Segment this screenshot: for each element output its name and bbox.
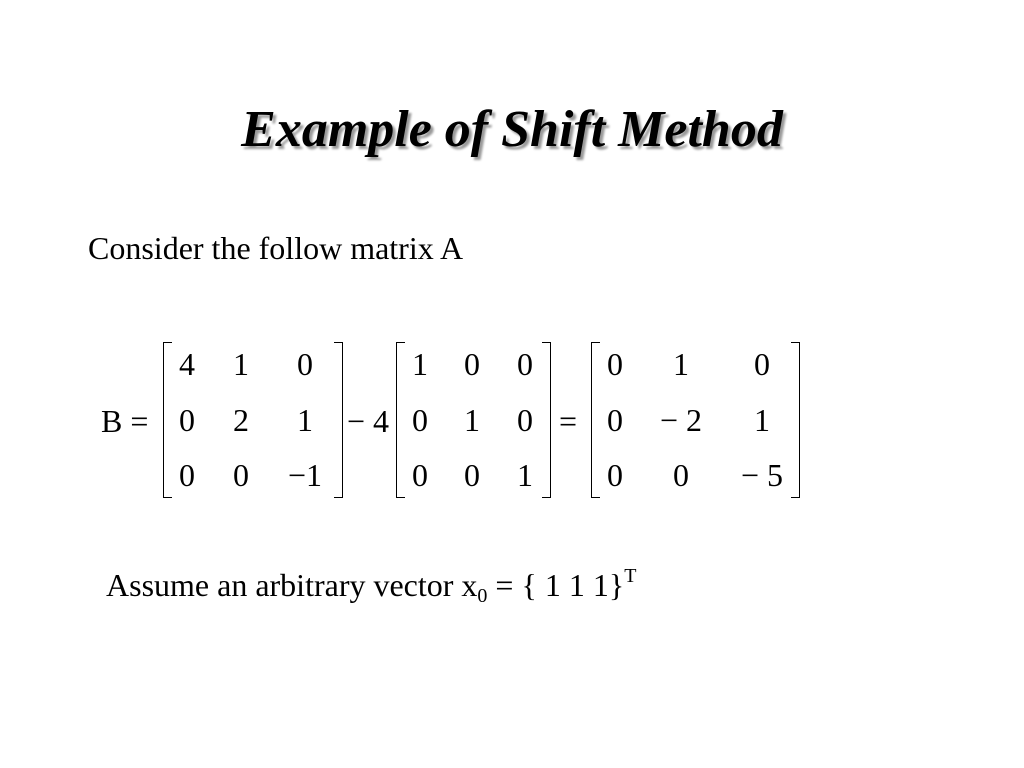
intro-text: Consider the follow matrix A <box>88 230 464 266</box>
result-cell-r3c2: 0 <box>673 457 689 493</box>
identity-cell-r1c3: 0 <box>517 346 533 382</box>
identity-cell-r2c1: 0 <box>412 402 428 438</box>
result-cell-r1c1: 0 <box>607 346 623 382</box>
result-cell-r3c1: 0 <box>607 457 623 493</box>
identity-cell-r2c3: 0 <box>517 402 533 438</box>
result-cell-r2c2: − 2 <box>659 402 703 438</box>
result-cell-r1c2: 1 <box>673 346 689 382</box>
matrix-a-cell-r3c3: −1 <box>287 457 323 493</box>
matrix-a-cell-r3c2: 0 <box>233 457 249 493</box>
matrix-a-cell-r2c2: 2 <box>233 402 249 438</box>
matrix-a-right-bracket <box>334 342 343 498</box>
matrix-a <box>163 342 343 498</box>
result-cell-r1c3: 0 <box>754 346 770 382</box>
result-matrix <box>591 342 800 498</box>
matrix-a-cell-r2c3: 1 <box>297 402 313 438</box>
matrix-a-cell-r3c1: 0 <box>179 457 195 493</box>
vector-subscript: 0 <box>477 585 488 607</box>
identity-cell-r3c1: 0 <box>412 457 428 493</box>
assumption-suffix: = { 1 1 1} <box>487 567 625 603</box>
matrix-a-cell-r2c1: 0 <box>179 402 195 438</box>
identity-cell-r2c2: 1 <box>464 402 480 438</box>
identity-cell-r3c2: 0 <box>464 457 480 493</box>
assumption-text <box>106 565 636 608</box>
transpose-superscript: T <box>624 565 637 587</box>
matrix-a-cell-r1c3: 0 <box>297 346 313 382</box>
assumption-prefix: Assume an arbitrary vector x <box>106 567 478 603</box>
identity-right-bracket <box>542 342 551 498</box>
result-right-bracket <box>791 342 800 498</box>
minus-four-operator: − 4 <box>347 403 390 439</box>
identity-cell-r3c3: 1 <box>517 457 533 493</box>
result-cell-r3c3: − 5 <box>740 457 784 493</box>
matrix-a-cell-r1c2: 1 <box>233 346 249 382</box>
identity-cell-r1c1: 1 <box>412 346 428 382</box>
identity-matrix <box>396 342 551 498</box>
identity-left-bracket <box>396 342 405 498</box>
matrix-a-cell-r1c1: 4 <box>179 346 195 382</box>
slide-title: Example of Shift Method <box>241 101 783 158</box>
result-left-bracket <box>591 342 600 498</box>
matrix-a-left-bracket <box>163 342 172 498</box>
result-cell-r2c3: 1 <box>754 402 770 438</box>
equals-operator: = <box>559 403 578 439</box>
result-cell-r2c1: 0 <box>607 402 623 438</box>
identity-cell-r1c2: 0 <box>464 346 480 382</box>
equation-lhs: B = <box>101 403 149 439</box>
